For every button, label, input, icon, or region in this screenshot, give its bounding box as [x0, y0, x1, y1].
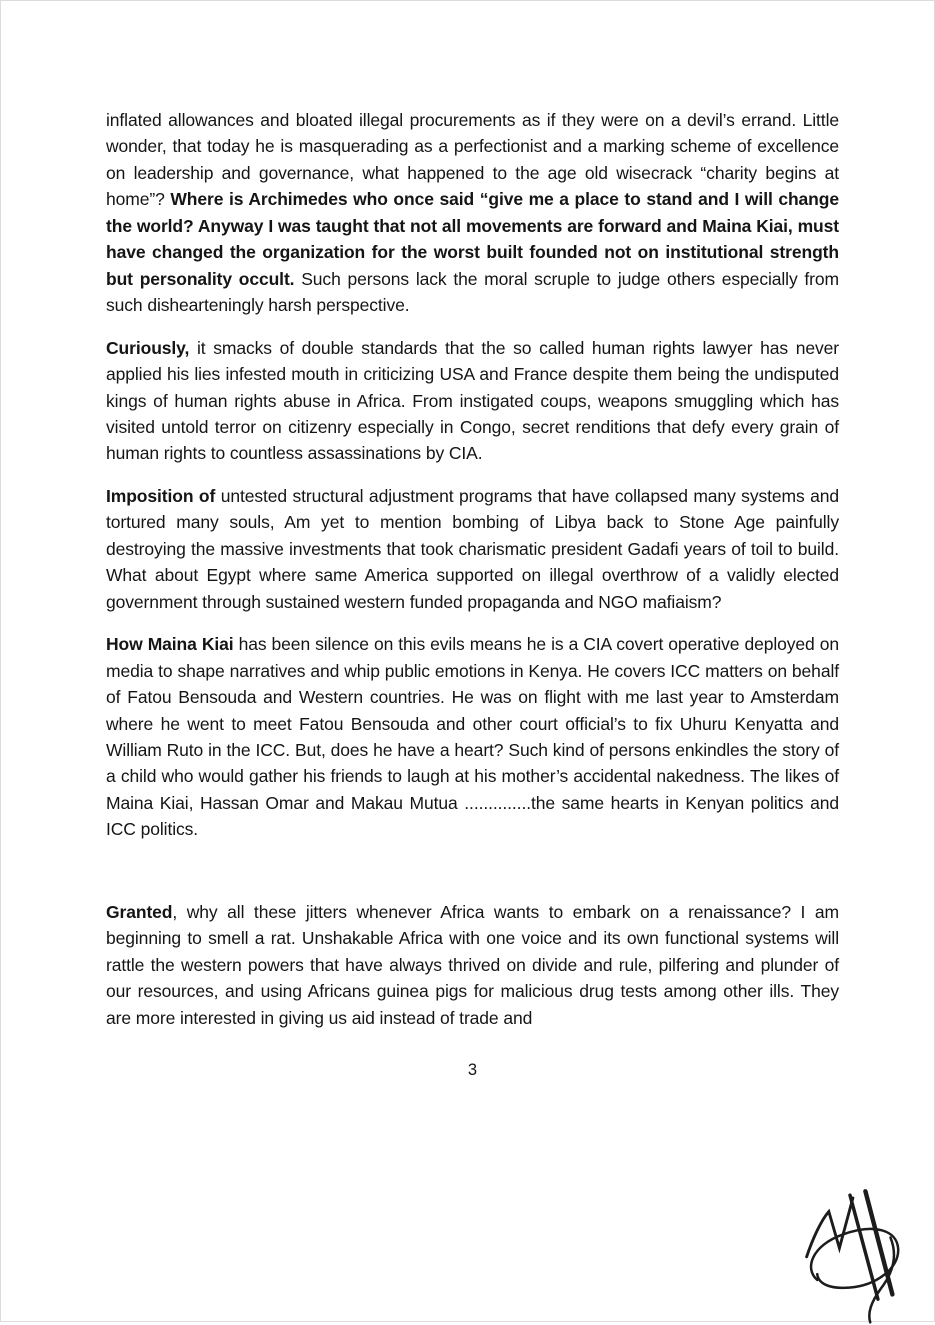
paragraph-bold-lead: Imposition of — [106, 485, 216, 506]
paragraph-bold-lead: How Maina Kiai — [106, 634, 234, 655]
paragraph-text: Such persons lack the moral scruple to judge others especially from such dishearteningly harsh perspective. — [106, 268, 839, 316]
paragraph-text: it smacks of double standards that the so called human rights lawyer has never applied his lies infested mouth in criticizing USA and France despite them being the undisputed kings of human rights abuse in Africa. From instigated coups, weapons smuggling which has visited untold terror on citizenry especially in Congo, secret renditions that defy every grain of human rights to countless assassinations by CIA. — [106, 337, 839, 464]
paragraph-4 — [106, 631, 839, 843]
paragraph-text: has been silence on this evils means he is a CIA covert operative deployed on media to shape narratives and whip public emotions in Kenya. He covers ICC matters on behalf of Fatou Bensouda and Western countries. He was on flight with me last year to Amsterdam where he went to meet Fatou Bensouda and other court official’s to fix Uhuru Kenyatta and William Ruto in the ICC. But, does he have a heart? Such kind of persons enkindles the story of a child who would gather his friends to laugh at his mother’s accidental nakedness. The likes of Maina Kiai, Hassan Omar and Makau Mutua ..............the same hearts in Kenyan politics and ICC politics. — [106, 634, 839, 840]
paragraph-5 — [106, 899, 839, 1031]
document-body — [106, 107, 839, 1084]
page-number: 3 — [467, 1061, 478, 1080]
signature-scribble — [797, 1179, 903, 1325]
paragraph-text: inflated allowances and bloated illegal procurements as if they were on a devil’s errand. Little wonder, that today he is masquerading as a perfectionist and a marking scheme of excellence on leadership and governance, what happened to the age old wisecrack “charity begins at home”? — [106, 110, 839, 210]
paragraph-text: untested structural adjustment programs that have collapsed many systems and tortured many souls, Am yet to mention bombing of Libya back to Stone Age painfully destroying the massive investments that took charismatic president Gadafi years of toil to build. What about Egypt where same America supported on illegal overthrow of a validly elected government through sustained western funded propaganda and NGO mafiaism? — [106, 485, 840, 612]
paragraph-bold-lead: Granted — [106, 901, 173, 922]
paragraph-text: , why all these jitters whenever Africa wants to embark on a renaissance? I am beginning to smell a rat. Unshakable Africa with one voice and its own functional systems will rattle the western powers that have always thrived on divide and rule, pilfering and plunder of our resources, and using Africans guinea pigs for malicious drug tests among other ills. They are more interested in giving us aid instead of trade and — [106, 901, 839, 1028]
paragraph-2 — [106, 335, 839, 467]
paragraph-bold-text: Where is Archimedes who once said “give me a place to stand and I will change the world? Anyway I was taught that not all movements are forward and Maina Kiai, must have changed the organization for the worst built founded not on institutional strength but personality occult. — [106, 189, 839, 289]
paragraph-bold-lead: Curiously, — [106, 337, 190, 358]
paragraph-1 — [106, 107, 839, 319]
paragraph-3 — [106, 483, 839, 615]
